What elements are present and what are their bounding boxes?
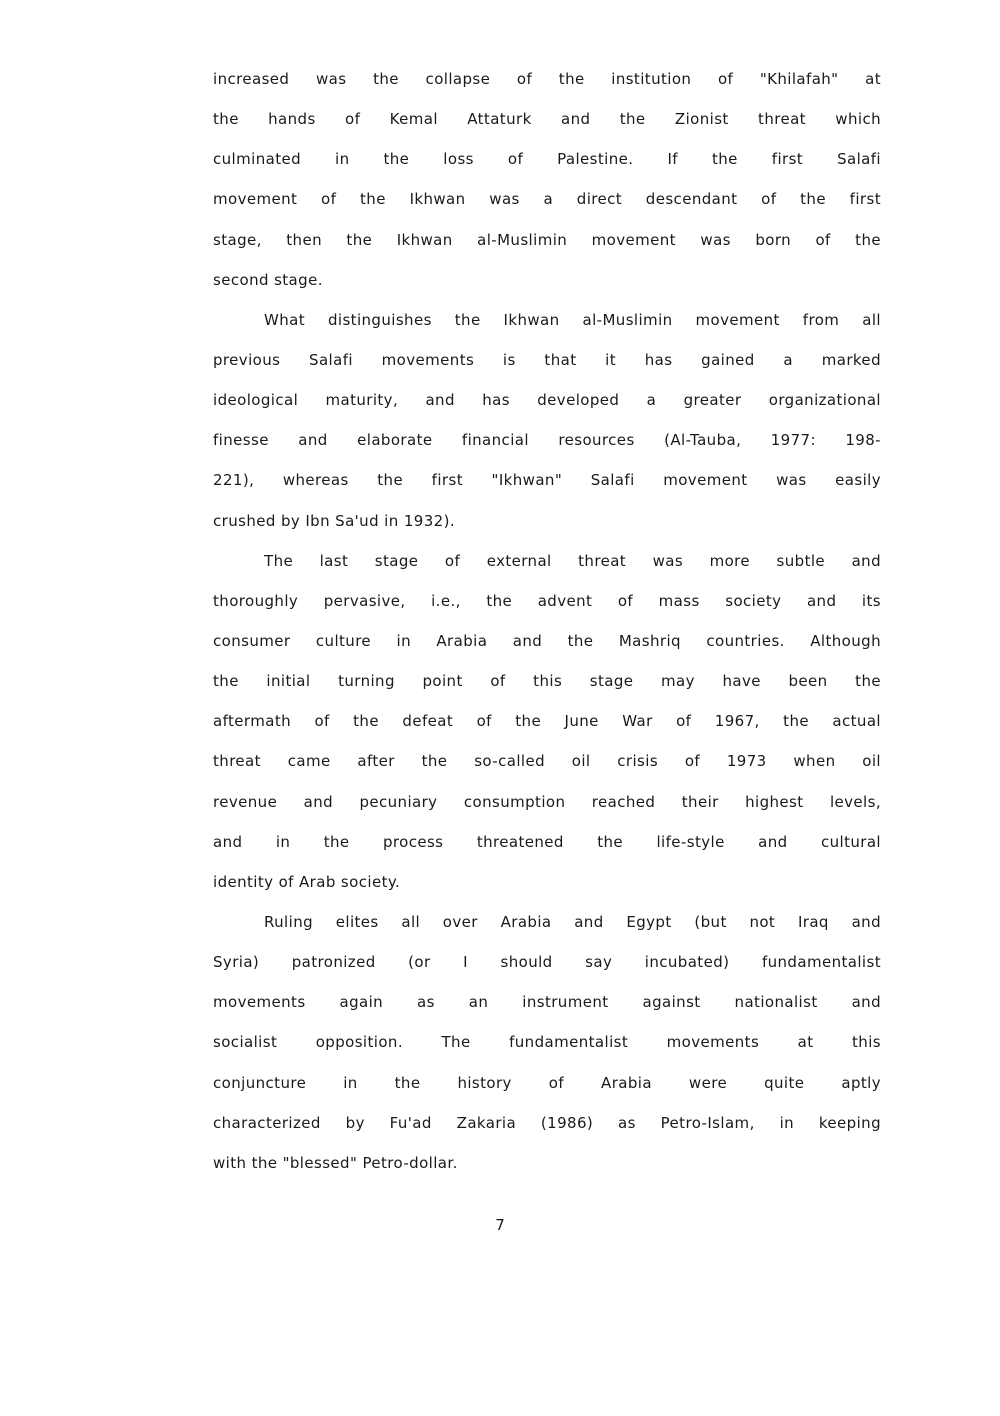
text-line: The last stage of external threat was more subtle and [264, 551, 881, 570]
text-line: crushed by Ibn Sa'ud in 1932). [213, 511, 456, 530]
text-line: increased was the collapse of the institution of "Khilafah" at [213, 70, 881, 88]
text-line: revenue and pecuniary consumption reached their highest levels, [213, 792, 881, 811]
text-line: aftermath of the defeat of the June War of 1967, the actual [213, 712, 881, 731]
text-line: socialist opposition. The fundamentalist movements at this [213, 1033, 881, 1052]
paragraph [213, 307, 881, 548]
text-line: finesse and elaborate financial resources (Al-Tauba, 1977: 198- [213, 431, 881, 450]
text-line: conjuncture in the history of Arabia were quite aptly [213, 1073, 881, 1092]
text-line: stage, then the Ikhwan al-Muslimin movement was born of the [213, 230, 881, 249]
body-text [213, 66, 881, 1190]
text-line: characterized by Fu'ad Zakaria (1986) as Petro-Islam, in keeping [213, 1113, 881, 1132]
text-line: the hands of Kemal Attaturk and the Zionist threat which [213, 110, 881, 129]
paragraph [213, 909, 881, 1190]
text-line: previous Salafi movements is that it has gained a marked [213, 350, 881, 369]
paragraph [213, 548, 881, 909]
text-line: 221), whereas the first "Ikhwan" Salafi movement was easily [213, 471, 881, 490]
text-line: culminated in the loss of Palestine. If the first Salafi [213, 150, 881, 169]
text-line: ideological maturity, and has developed a greater organizational [213, 391, 881, 410]
text-line: Ruling elites all over Arabia and Egypt (but not Iraq and [264, 912, 881, 931]
text-line: the initial turning point of this stage may have been the [213, 672, 881, 691]
page-number: 7 [495, 1216, 505, 1234]
text-line: with the "blessed" Petro-dollar. [213, 1153, 458, 1172]
text-line: thoroughly pervasive, i.e., the advent of mass society and its [213, 591, 881, 610]
text-line: threat came after the so-called oil crisis of 1973 when oil [213, 752, 881, 771]
text-line: movements again as an instrument against nationalist and [213, 993, 881, 1012]
text-line: consumer culture in Arabia and the Mashriq countries. Although [213, 631, 881, 650]
text-line: identity of Arab society. [213, 872, 401, 891]
text-line: What distinguishes the Ikhwan al-Muslimin movement from all [264, 310, 881, 329]
text-line: and in the process threatened the life-style and cultural [213, 832, 881, 851]
paragraph [213, 66, 881, 307]
text-line: movement of the Ikhwan was a direct descendant of the first [213, 190, 881, 209]
text-line: second stage. [213, 270, 323, 289]
text-line: Syria) patronized (or I should say incubated) fundamentalist [213, 953, 881, 972]
